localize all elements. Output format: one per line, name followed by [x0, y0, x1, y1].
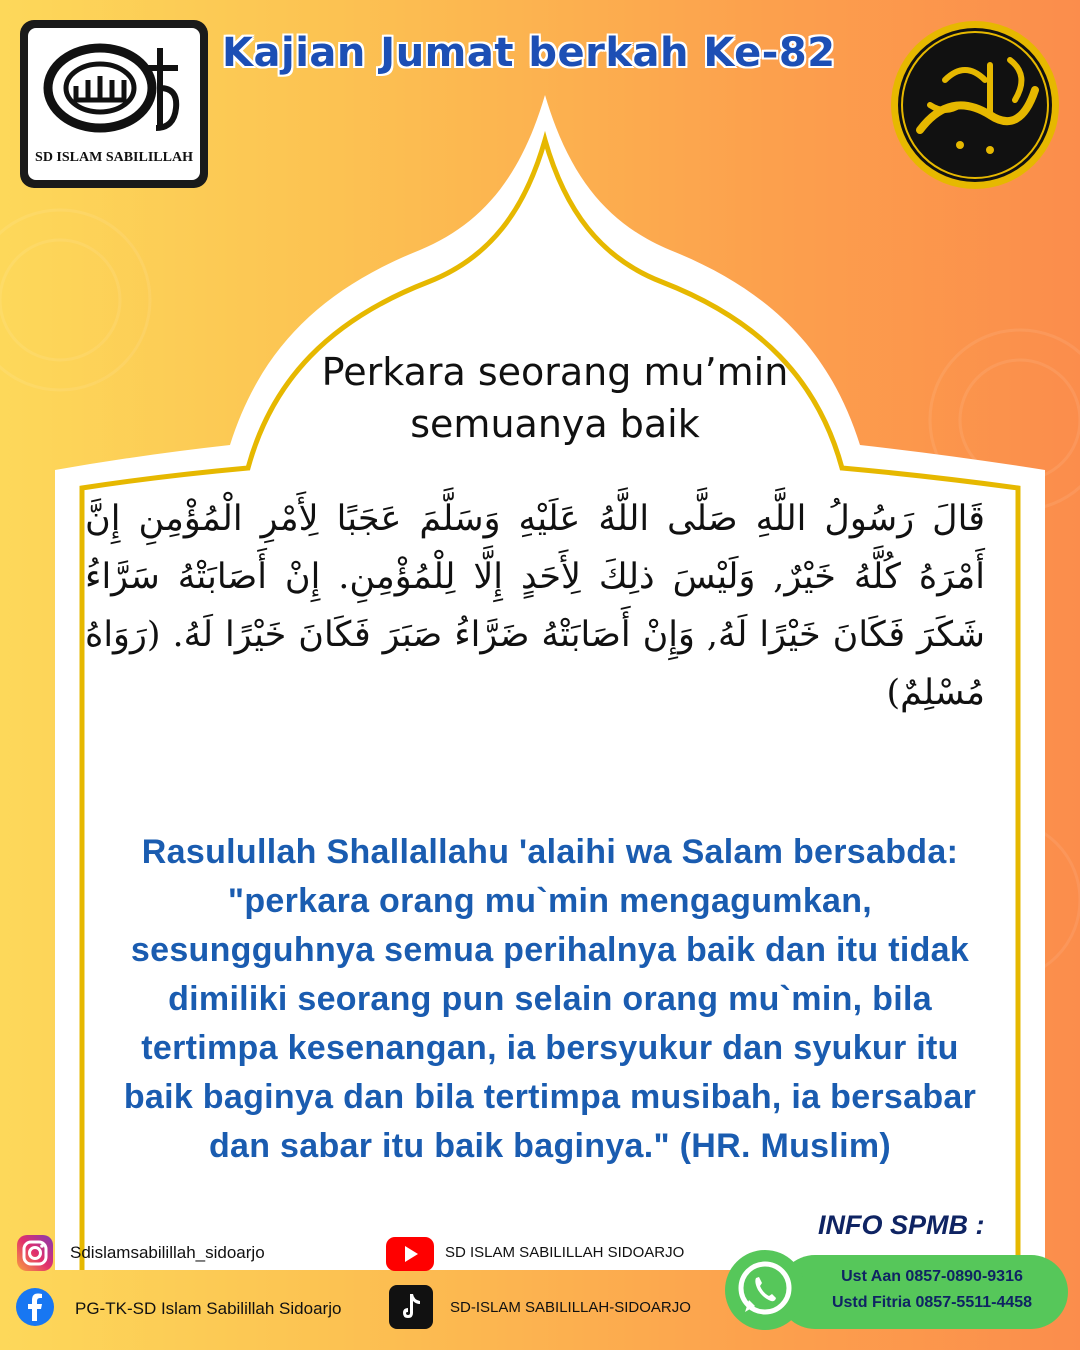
whatsapp-glyph	[725, 1250, 805, 1330]
info-spmb-title: INFO SPMB :	[818, 1210, 985, 1240]
card-title-line1: Perkara seorang mu’min	[321, 350, 789, 394]
header-title: Kajian Jumat berkah Ke-82	[222, 30, 836, 76]
youtube-icon[interactable]	[385, 1236, 435, 1272]
card-title	[230, 346, 880, 450]
contact-aan[interactable]: Ust Aan 0857-0890-9316	[841, 1268, 1023, 1285]
instagram-handle[interactable]: Sdislamsabilillah_sidoarjo	[70, 1243, 265, 1262]
contact-pill[interactable]	[778, 1255, 1068, 1329]
tiktok-handle[interactable]: SD-ISLAM SABILILLAH-SIDOARJO	[450, 1299, 691, 1316]
instagram-icon[interactable]	[15, 1233, 55, 1273]
facebook-page[interactable]: PG-TK-SD Islam Sabilillah Sidoarjo	[75, 1299, 342, 1318]
school-logo-calligraphy	[28, 28, 200, 148]
facebook-icon[interactable]	[15, 1287, 55, 1327]
contact-fitria[interactable]: Ustd Fitria 0857-5511-4458	[831, 1294, 1033, 1311]
arabic-hadith: قَالَ رَسُولُ اللَّهِ صَلَّى اللَّهُ عَلَيْهِ وَسَلَّمَ عَجَبًا لِأَمْرِ الْمُؤْمِنِ إِنَّ أَمْرَهُ كُلَّهُ خَيْرٌ, وَلَيْسَ ذلِكَ لِأَحَدٍ إِلَّا لِلْمُؤْمِنِ. إِنْ أَصَابَتْهُ سَرَّاءُ شَكَرَ فَكَانَ خَيْرًا لَهُ, وَإِنْ أَصَابَتْهُ ضَرَّاءُ صَبَرَ فَكَانَ خَيْرًا لَهُ. (رَوَاهُ مُسْلِمٌ)	[85, 499, 985, 713]
hadith-translation: Rasulullah Shallallahu 'alaihi wa Salam bersabda: "perkara orang mu`min mengagumkan, sesungguhnya semua perihalnya baik dan itu tidak dimiliki seorang pun selain orang mu`min, bila tertimpa kesenangan, ia bersyukur dan syukur itu baik baginya dan bila tertimpa musibah, ia bersabar dan sabar itu baik baginya." (HR. Muslim)	[123, 833, 977, 1165]
card-title-line2: semuanya baik	[410, 402, 700, 446]
tiktok-icon[interactable]	[388, 1284, 434, 1330]
logo-caption: SD ISLAM SABILILLAH	[35, 150, 193, 165]
whatsapp-icon[interactable]	[725, 1250, 805, 1330]
calligraphy-emblem	[890, 20, 1060, 190]
youtube-channel[interactable]: SD ISLAM SABILILLAH SIDOARJO	[445, 1244, 685, 1261]
